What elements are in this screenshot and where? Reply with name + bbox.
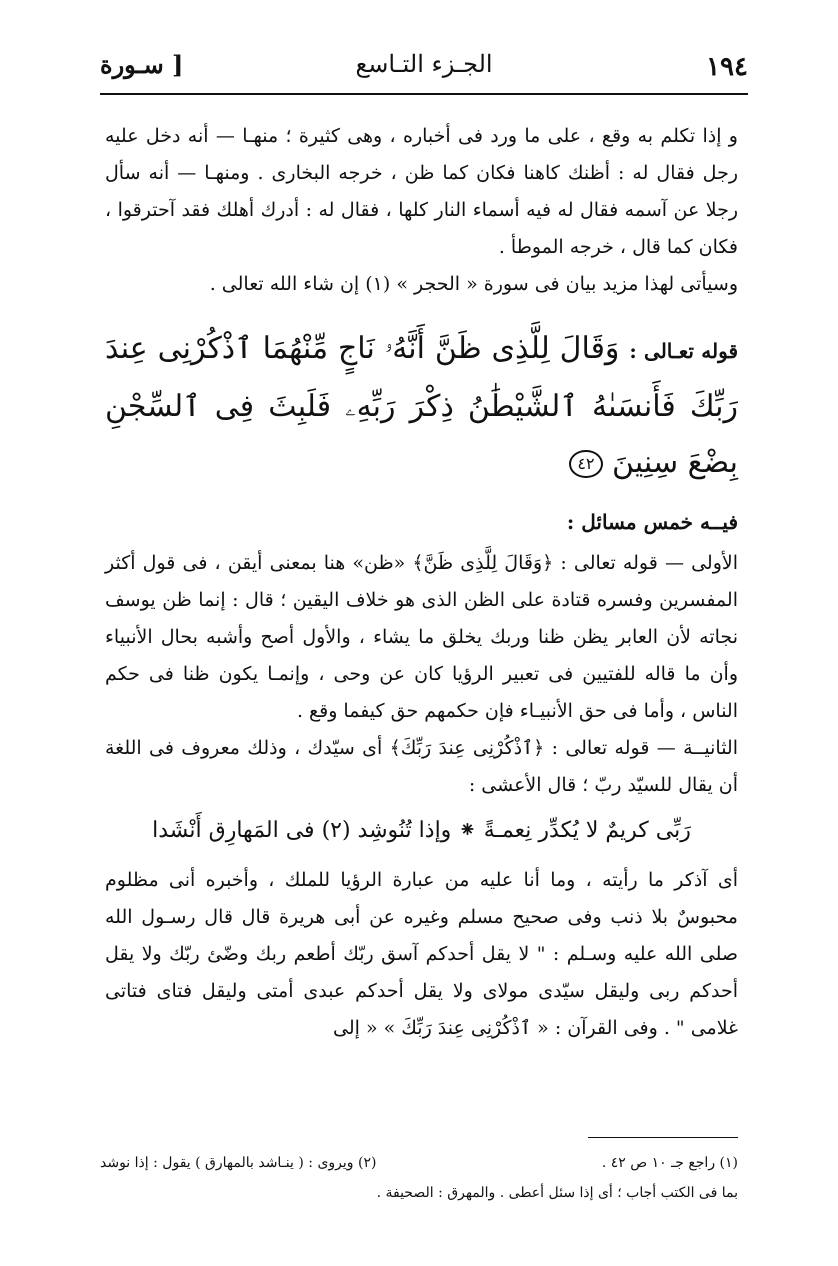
paragraph-4: الثانيــة — قوله تعالى : ﴿ٱذْكُرْنِى عِندَ رَبِّكَ﴾ أى سيّدك ، وذلك معروف فى اللغة أن يقال للسيّد ربّ ؛ قال الأعشى : [105, 737, 738, 796]
footnote-row [100, 1148, 738, 1178]
poem-verse: رَبِّى كريمٌ لا يُكدِّر نِعمـةً ⁕ وإذا تُنُوشِد (٢) فى المَهارِق أَنْشَدا [152, 818, 691, 843]
paragraph-2: وسيأتى لهذا مزيد بيان فى سورة « الحجر » (١) إن شاء الله تعالى . [209, 273, 738, 295]
footnotes [100, 1148, 738, 1208]
paragraph-3: الأولى — قوله تعالى : ﴿وَقَالَ لِلَّذِى ظَنَّ﴾ «ظن» هنا بمعنى أيقن ، فى قول أكثر المفسرين وفسره قتادة على الظن الذى هو خلاف اليقين ؛ قال : إنما ظن يوسف نجاته لأن العابر يظن ظنا وربك يخلق ما يشاء ، والأول أصح وأشبه بحال الأنبياء وأن ما قاله للفتيين فى تعبير الرؤيا كان عن وحى ، وإنمـا يكون ظنا فى حكم الناس ، وأما فى حق الأنبيـاء فإن حكمهم حق كيفما وقع . [105, 552, 738, 722]
surah-label: [ سـورة [100, 50, 184, 79]
running-title: الجـزء التـاسع [355, 50, 493, 78]
paragraph-1: و إذا تكلم به وقع ، على ما ورد فى أخباره ، وهى كثيرة ؛ منهـا — أنه دخل عليه رجل فقال له : أظنك كاهنا فكان كما ظن ، خرجه البخارى . ومنهـا — أنه سأل رجلا عن آسمه فقال له فيه أسماء النار كلها ، فقال له : أدرك أهلك فقد آحترقوا ، فكان كما قال ، خرجه الموطأ . [105, 125, 739, 258]
footnote-2-continued: بما فى الكتب أجاب ؛ أى إذا سئل أعطى . والمهرق : الصحيفة . [376, 1185, 738, 1201]
page-body [105, 118, 738, 1047]
page-header [100, 44, 748, 90]
verse-text: وَقَالَ لِلَّذِى ظَنَّ أَنَّهُۥ نَاجٍ مِّنْهُمَا ٱذْكُرْنِى عِندَ رَبِّكَ فَأَنسَىٰهُ ٱلشَّيْطَٰنُ ذِكْرَ رَبِّهِۦ فَلَبِثَ فِى ٱلسِّجْنِ بِضْعَ سِنِينَ [105, 331, 738, 480]
quran-verse [105, 321, 738, 491]
header-divider [100, 93, 748, 95]
verse-intro: قوله تعـالى : [629, 339, 739, 363]
section-heading: فيــه خمس مسائل : [566, 510, 738, 534]
paragraph-5: أى آذكر ما رأيته ، وما أنا عليه من عبارة الرؤيا للملك ، وأخبره أنى مظلوم محبوسٌ بلا ذنب وفى صحيح مسلم وغيره عن أبى هريرة قال قال رسـول الله صلى الله عليه وسـلم : " لا يقل أحدكم آسق ربّك أطعم ربك وضّئ ربّك ولا يقل أحدكم ربى وليقل سيّدى مولاى ولا يقل أحدكم عبدى أمتى وليقل فتاى فتاتى غلامى " . وفى القرآن : « ٱذْكُرْنِى عِندَ رَبِّكَ » « إلى [105, 869, 738, 1039]
footnote-1: (١) راجع جـ ١٠ ص ٤٢ . [601, 1155, 738, 1171]
page-number: ١٩٤ [706, 52, 748, 82]
footnote-2: (٢) ويروى : ( ينـاشد بالمهارق ) يقول : إذا نوشد [100, 1155, 377, 1171]
footnote-divider [588, 1137, 738, 1138]
verse-number-marker: ٤٢ [569, 450, 602, 478]
